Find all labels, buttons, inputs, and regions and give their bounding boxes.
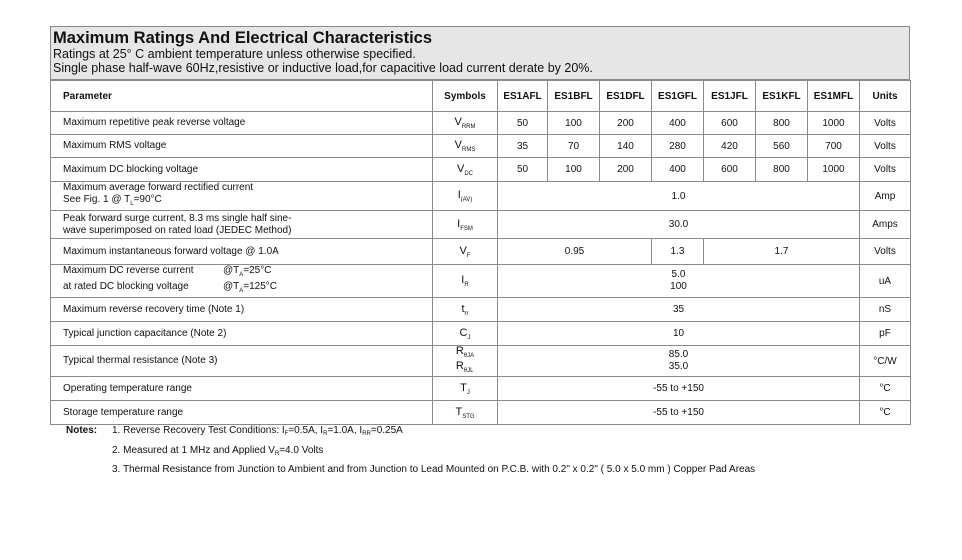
symbol-cell: $I_R$ [433,265,498,298]
value-cell: 100 [548,112,600,135]
value-cell: 70 [548,135,600,158]
table-header-row [51,81,911,112]
table-row [51,265,911,298]
value-cell: 30.0 [498,211,860,239]
note-1: Notes: 1. Reverse Recovery Test Conditions: $I_F=0.5A$, $I_R=1.0A$, $I_{RR}=0.25A$ [66,425,403,437]
col-header-part: ES1AFL [498,81,548,112]
table-row [51,401,911,425]
col-header-part: ES1KFL [756,81,808,112]
header-box [50,26,910,80]
value-cell: -55 to +150 [498,377,860,401]
table-row [51,322,911,346]
value-cell: 85.0 35.0 [498,346,860,377]
value-cell: 35 [498,298,860,322]
symbol-cell: $C_J$ [433,322,498,346]
table-row [51,346,911,377]
table-row [51,182,911,211]
value-cell: 35 [498,135,548,158]
notes-label: Notes: [66,425,98,436]
value-cell: 100 [548,158,600,182]
col-header-parameter: Parameter [51,81,433,112]
table-row [51,377,911,401]
col-header-part: ES1BFL [548,81,600,112]
derating-note: Single phase half-wave 60Hz,resistive or inductive load,for capacitive load current derate by 20%. [53,60,593,75]
col-header-part: ES1JFL [704,81,756,112]
value-cell: -55 to +150 [498,401,860,425]
param-cell: Maximum RMS voltage [51,135,433,158]
value-cell: 800 [756,158,808,182]
table-row [51,112,911,135]
value-cell: 800 [756,112,808,135]
param-cell: Maximum average forward rectified current See Fig. 1 @ $T_L=90^\circ C$ [51,182,433,211]
param-cell: Maximum DC blocking voltage [51,158,433,182]
value-cell: 1000 [808,158,860,182]
col-header-part: ES1DFL [600,81,652,112]
value-cell: 10 [498,322,860,346]
unit-cell: uA [860,265,911,298]
value-cell: 0.95 [498,239,652,265]
value-cell: 280 [652,135,704,158]
param-cell: Typical junction capacitance (Note 2) [51,322,433,346]
note-3: 3. Thermal Resistance from Junction to Ambient and from Junction to Lead Mounted on P.C.B. with 0.2" x 0.2" ( 5.0 x 5.0 mm ) Copper Pad Areas [112,464,756,475]
unit-cell: Volts [860,158,911,182]
unit-cell: °C [860,401,911,425]
param-cell: Typical thermal resistance (Note 3) [51,346,433,377]
value-cell: 5.0 100 [498,265,860,298]
value-cell: 700 [808,135,860,158]
table-row [51,239,911,265]
symbol-cell: $R_{\theta JA}$ $R_{\theta JL}$ [433,346,498,377]
ratings-table [50,80,911,425]
symbol-cell: $t_{rr}$ [433,298,498,322]
param-cell: Storage temperature range [51,401,433,425]
value-cell: 140 [600,135,652,158]
table-row [51,135,911,158]
ambient-note: Ratings at 25° C ambient temperature unless otherwise specified. [53,47,416,61]
unit-cell: Volts [860,135,911,158]
symbol-cell: $V_{RRM}$ [433,112,498,135]
unit-cell: nS [860,298,911,322]
value-cell: 400 [652,112,704,135]
param-cell: Peak forward surge current, 8.3 ms single half sine- wave superimposed on rated load (JEDEC Method) [51,211,433,239]
note-2: 2. Measured at 1 MHz and Applied $V_R=4.0$ Volts [112,444,324,457]
col-header-part: ES1GFL [652,81,704,112]
table-row [51,211,911,239]
value-cell: 420 [704,135,756,158]
value-cell: 200 [600,112,652,135]
symbol-cell: $V_{DC}$ [433,158,498,182]
value-cell: 50 [498,112,548,135]
col-header-part: ES1MFL [808,81,860,112]
unit-cell: °C/W [860,346,911,377]
unit-cell: °C [860,377,911,401]
symbol-cell: $I_{FSM}$ [433,211,498,239]
value-cell: 400 [652,158,704,182]
symbol-cell: $V_F$ [433,239,498,265]
value-cell: 600 [704,158,756,182]
value-cell: 1000 [808,112,860,135]
col-header-units: Units [860,81,911,112]
page-title: Maximum Ratings And Electrical Characteristics [53,29,433,47]
param-cell: Maximum reverse recovery time (Note 1) [51,298,433,322]
unit-cell: Volts [860,112,911,135]
col-header-symbols: Symbols [433,81,498,112]
unit-cell: Amps [860,211,911,239]
value-cell: 1.0 [498,182,860,211]
value-cell: 1.7 [704,239,860,265]
table-row [51,158,911,182]
symbol-cell: $T_{STG}$ [433,401,498,425]
unit-cell: pF [860,322,911,346]
unit-cell: Volts [860,239,911,265]
table-row [51,298,911,322]
param-cell: Maximum repetitive peak reverse voltage [51,112,433,135]
value-cell: 560 [756,135,808,158]
param-cell: Maximum DC reverse current $@T_A=25^\circ C$ at rated DC blocking voltage $@T_A=125^\circ C$ [51,265,433,298]
value-cell: 50 [498,158,548,182]
value-cell: 600 [704,112,756,135]
param-cell: Operating temperature range [51,377,433,401]
param-cell: Maximum instantaneous forward voltage @ 1.0A [51,239,433,265]
value-cell: 1.3 [652,239,704,265]
unit-cell: Amp [860,182,911,211]
symbol-cell: $I_{(AV)}$ [433,182,498,211]
symbol-cell: $V_{RMS}$ [433,135,498,158]
value-cell: 200 [600,158,652,182]
symbol-cell: $T_J$ [433,377,498,401]
notes-section [66,423,755,478]
